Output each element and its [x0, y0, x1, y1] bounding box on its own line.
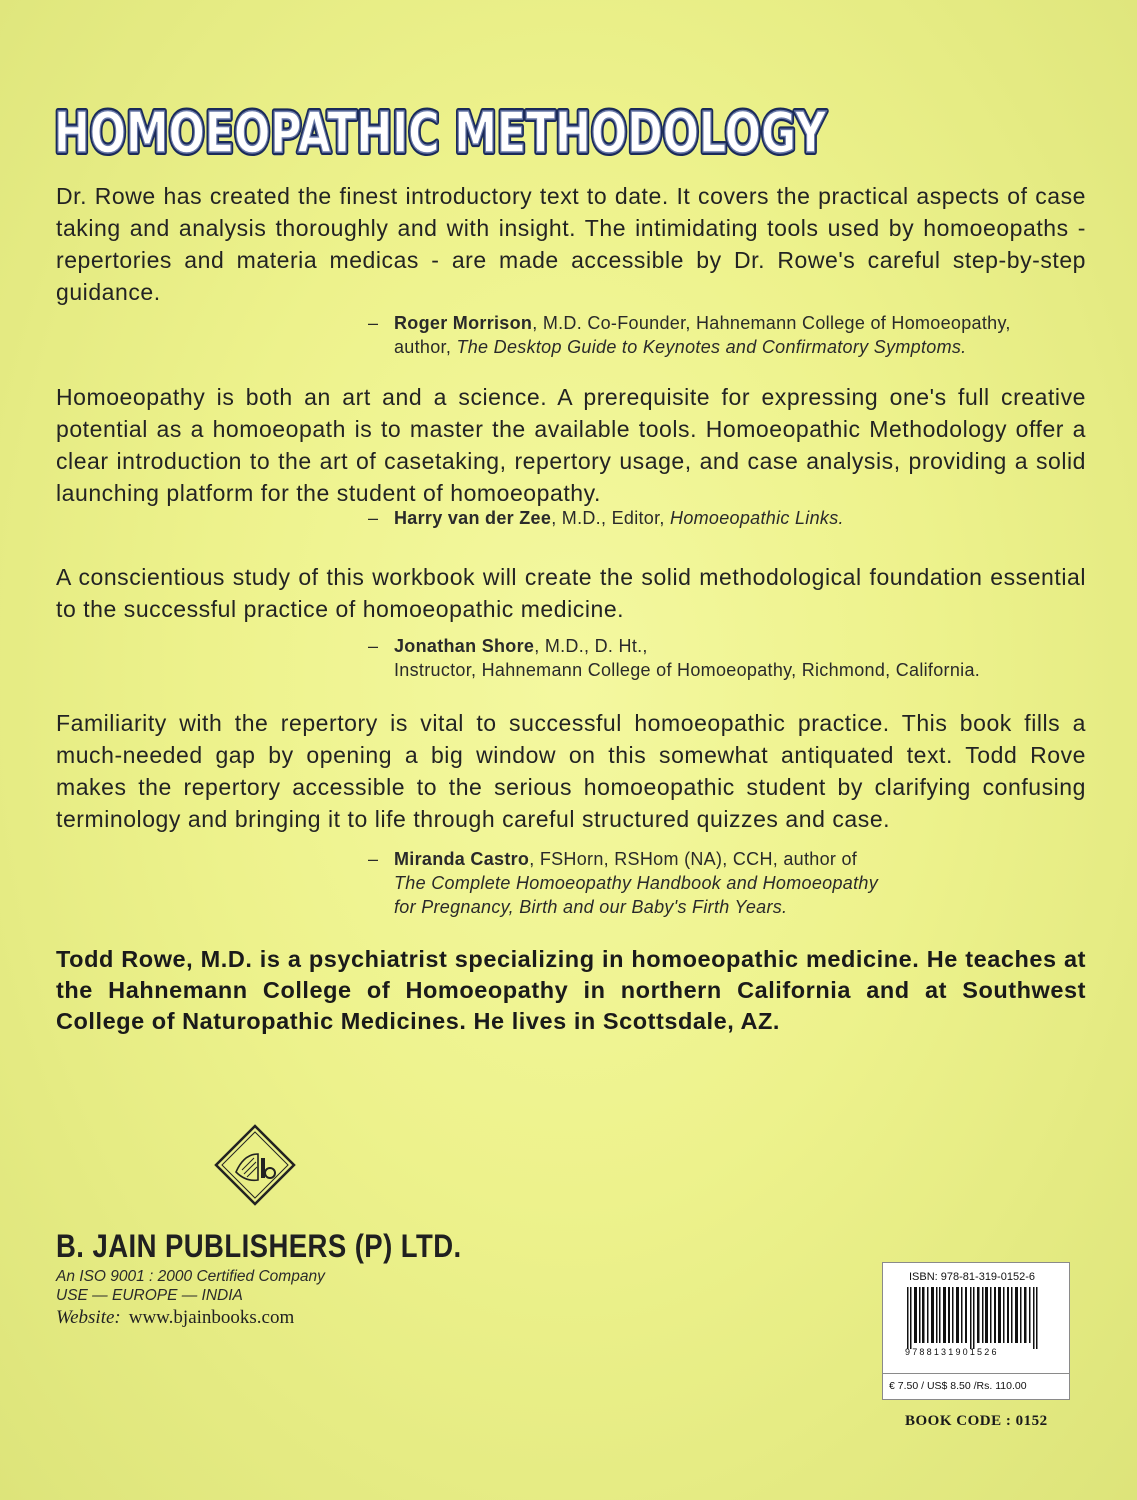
barcode-digits: 9788131901526	[905, 1347, 999, 1357]
book-title-text-inner: HOMOEOPATHIC METHODOLOGY	[54, 101, 828, 166]
review-2-attribution: – Harry van der Zee, M.D., Editor, Homoeopathic Links.	[368, 508, 844, 528]
website-label: Website:	[56, 1307, 121, 1328]
review-4-attribution: – Miranda Castro, FSHorn, RSHom (NA), CCH, author of The Complete Homoeopathy Handbook and Homoeopathy for Pregnancy, Birth and our Baby's Firth Years.	[368, 849, 878, 917]
book-title-text: HOMOEOPATHIC METHODOLOGY	[54, 101, 828, 166]
publisher-website	[56, 1307, 294, 1329]
review-text: Familiarity with the repertory is vital to successful homoeopathic practice. This book fills a much-needed gap by opening a big window on this somewhat antiquated text. Todd Rove makes the repertory accessible to the serious homoeopathic student by clarifying confusing terminology and bringing it to life through careful structured quizzes and case.	[56, 710, 1086, 832]
journal-reference: Homoeopathic Links.	[670, 508, 844, 528]
reviewer-name: Harry van der Zee	[394, 508, 552, 528]
publisher-iso: An ISO 9001 : 2000 Certified Company	[56, 1268, 325, 1285]
review-1	[56, 180, 1086, 308]
review-text: Dr. Rowe has created the finest introductory text to date. It covers the practical aspects of case taking and analysis thoroughly and with insight. The intimidating tools used by homoeopaths - repertories and materia medicas - are made accessible by Dr. Rowe's careful step-by-step guidance.	[56, 183, 1086, 305]
author-bio: Todd Rowe, M.D. is a psychiatrist specializing in homoeopathic medicine. He teaches at the Hahnemann College of Homoeopathy in northern California and at Southwest College of Naturopathic Medicines. He lives in Scottsdale, AZ.	[56, 946, 1086, 1034]
book-title	[52, 80, 832, 170]
review-text: A conscientious study of this workbook will create the solid methodological foundation essential to the successful practice of homoeopathic medicine.	[56, 564, 1086, 622]
review-3-attribution: – Jonathan Shore, M.D., D. Ht., Instructor, Hahnemann College of Homoeopathy, Richmond, California.	[368, 636, 981, 680]
book-code: BOOK CODE : 0152	[905, 1413, 1048, 1429]
barcode-box	[882, 1262, 1070, 1400]
review-3	[56, 561, 1086, 625]
reviewer-name: Roger Morrison	[394, 313, 533, 333]
publisher-regions: USE — EUROPE — INDIA	[56, 1287, 243, 1304]
isbn-number: ISBN: 978-81-319-0152-6	[909, 1271, 1035, 1283]
review-2	[56, 381, 1086, 509]
book-reference: The Desktop Guide to Keynotes and Confirmatory Symptoms.	[456, 337, 967, 357]
barcode-icon	[907, 1287, 1047, 1349]
review-1-attribution: – Roger Morrison, M.D. Co-Founder, Hahnemann College of Homoeopathy, author, The Desktop Guide to Keynotes and Confirmatory Symptoms.	[368, 313, 1011, 357]
website-link[interactable]: www.bjainbooks.com	[128, 1307, 295, 1328]
reviewer-name: Miranda Castro	[394, 849, 530, 869]
price-line: € 7.50 / US$ 8.50 /Rs. 110.00	[883, 1373, 1069, 1397]
reviewer-name: Jonathan Shore	[394, 636, 535, 656]
publisher-name: B. JAIN PUBLISHERS (P) LTD.	[56, 1228, 462, 1264]
review-text: Homoeopathy is both an art and a science. A prerequisite for expressing one's full creative potential as a homoeopath is to master the available tools. Homoeopathic Methodology offer a clear introduction to the art of casetaking, repertory usage, and case analysis, providing a solid launching platform for the student of homoeopathy.	[56, 384, 1086, 506]
publisher-logo-icon	[214, 1124, 296, 1206]
review-4	[56, 707, 1086, 835]
